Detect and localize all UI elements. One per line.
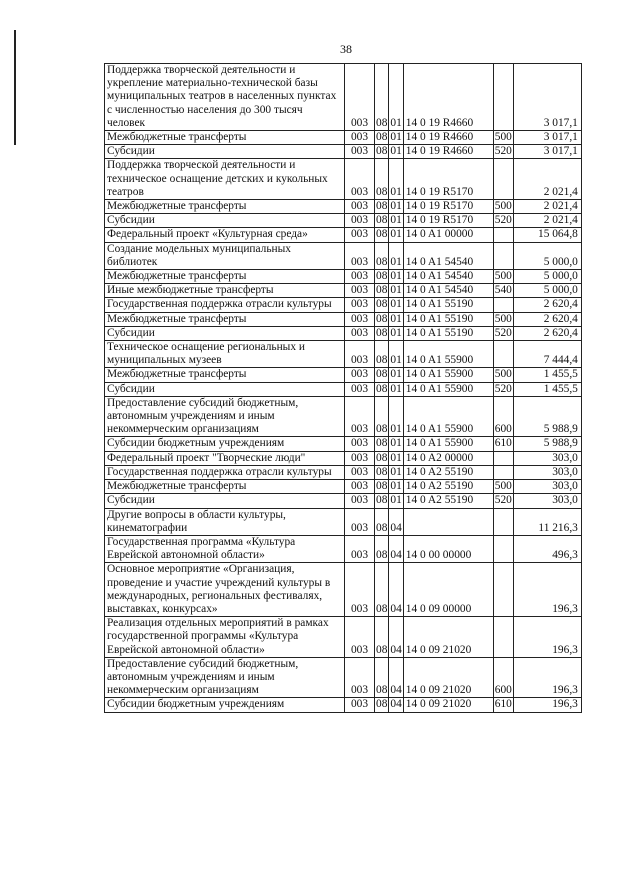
row-target-article: 14 0 19 R4660 bbox=[403, 64, 493, 131]
row-target-article: 14 0 19 R4660 bbox=[403, 145, 493, 159]
row-amount: 2 021,4 bbox=[513, 159, 581, 200]
table-row bbox=[105, 131, 582, 145]
row-subsection-code: 01 bbox=[390, 131, 402, 144]
table-row bbox=[105, 437, 582, 451]
row-section-code: 08 bbox=[376, 312, 388, 325]
row-amount: 2 620,4 bbox=[513, 326, 581, 340]
row-section-code: 08 bbox=[376, 451, 388, 464]
row-amount: 303,0 bbox=[513, 465, 581, 479]
row-ved-code: 003 bbox=[345, 382, 375, 396]
row-section-code: 08 bbox=[376, 200, 388, 213]
table-row bbox=[105, 494, 582, 508]
row-target-article: 14 0 A2 55190 bbox=[403, 465, 493, 479]
row-ved-code: 003 bbox=[345, 131, 375, 145]
row-amount: 1 455,5 bbox=[513, 368, 581, 382]
row-expense-type bbox=[493, 159, 513, 200]
row-target-article: 14 0 A1 55900 bbox=[403, 341, 493, 368]
row-name: Субсидии бюджетным учреждениям bbox=[105, 437, 345, 451]
row-section-code: 08 bbox=[376, 382, 388, 395]
row-ved-code: 003 bbox=[345, 508, 375, 535]
row-amount: 303,0 bbox=[513, 494, 581, 508]
row-target-article: 14 0 19 R5170 bbox=[403, 159, 493, 200]
row-expense-type bbox=[493, 298, 513, 312]
row-section-code: 08 bbox=[376, 494, 388, 507]
row-expense-type bbox=[493, 242, 513, 269]
row-section-code: 08 bbox=[376, 368, 388, 381]
row-target-article: 14 0 A1 55900 bbox=[403, 437, 493, 451]
row-subsection-code: 01 bbox=[389, 64, 403, 131]
row-section-code: 08 bbox=[376, 298, 388, 311]
row-ved-code: 003 bbox=[345, 145, 375, 159]
row-expense-type bbox=[493, 228, 513, 242]
row-target-article: 14 0 A1 55900 bbox=[403, 382, 493, 396]
row-target-article: 14 0 09 21020 bbox=[403, 617, 493, 658]
row-amount: 1 455,5 bbox=[513, 382, 581, 396]
row-expense-type: 500 bbox=[494, 480, 512, 493]
row-target-article: 14 0 A1 54540 bbox=[403, 270, 493, 284]
row-target-article: 14 0 A1 00000 bbox=[403, 228, 493, 242]
row-expense-type: 500 bbox=[494, 200, 512, 213]
row-target-article: 14 0 19 R4660 bbox=[403, 131, 493, 145]
row-subsection-code: 04 bbox=[389, 657, 403, 698]
table-row bbox=[105, 535, 582, 562]
row-expense-type: 500 bbox=[494, 312, 512, 325]
row-expense-type bbox=[493, 451, 513, 465]
row-section-code: 08 bbox=[375, 535, 389, 562]
row-name: Межбюджетные трансферты bbox=[105, 312, 345, 326]
row-section-code: 08 bbox=[375, 657, 389, 698]
row-ved-code: 003 bbox=[345, 64, 375, 131]
row-name: Государственная программа «Культура Еврейской автономной области» bbox=[105, 535, 345, 562]
row-amount: 196,3 bbox=[513, 617, 581, 658]
table-row bbox=[105, 617, 582, 658]
row-ved-code: 003 bbox=[345, 159, 375, 200]
row-target-article: 14 0 00 00000 bbox=[403, 535, 493, 562]
row-amount: 196,3 bbox=[513, 698, 581, 712]
row-subsection-code: 01 bbox=[390, 326, 402, 339]
row-section-code: 08 bbox=[376, 326, 388, 339]
table-body bbox=[105, 64, 582, 713]
row-section-code: 08 bbox=[376, 131, 388, 144]
row-section-code: 08 bbox=[375, 563, 389, 617]
row-section-code: 08 bbox=[376, 437, 388, 450]
row-ved-code: 003 bbox=[345, 326, 375, 340]
row-target-article: 14 0 19 R5170 bbox=[403, 200, 493, 214]
row-name: Субсидии бюджетным учреждениям bbox=[105, 698, 345, 712]
row-subsection-code: 01 bbox=[390, 382, 402, 395]
row-name: Федеральный проект "Творческие люди" bbox=[105, 451, 345, 465]
row-section-code: 08 bbox=[376, 214, 388, 227]
row-ved-code: 003 bbox=[345, 298, 375, 312]
table-row bbox=[105, 368, 582, 382]
row-ved-code: 003 bbox=[345, 270, 375, 284]
budget-table bbox=[104, 63, 582, 713]
row-subsection-code: 01 bbox=[389, 341, 403, 368]
row-expense-type: 520 bbox=[494, 145, 512, 158]
table-row bbox=[105, 298, 582, 312]
table-row bbox=[105, 214, 582, 228]
row-name: Субсидии bbox=[105, 214, 345, 228]
row-target-article: 14 0 A1 55900 bbox=[403, 396, 493, 437]
row-section-code: 08 bbox=[376, 284, 388, 297]
table-row bbox=[105, 341, 582, 368]
row-amount: 3 017,1 bbox=[513, 64, 581, 131]
table-row bbox=[105, 284, 582, 298]
row-amount: 15 064,8 bbox=[513, 228, 581, 242]
row-ved-code: 003 bbox=[345, 535, 375, 562]
row-amount: 196,3 bbox=[513, 657, 581, 698]
row-name: Межбюджетные трансферты bbox=[105, 480, 345, 494]
row-subsection-code: 04 bbox=[389, 563, 403, 617]
row-name: Федеральный проект «Культурная среда» bbox=[105, 228, 345, 242]
row-ved-code: 003 bbox=[345, 284, 375, 298]
row-ved-code: 003 bbox=[345, 396, 375, 437]
row-amount: 496,3 bbox=[513, 535, 581, 562]
table-row bbox=[105, 396, 582, 437]
table-row bbox=[105, 657, 582, 698]
row-name: Поддержка творческой деятельности и техническое оснащение детских и кукольных театров bbox=[105, 159, 345, 200]
row-target-article: 14 0 A2 55190 bbox=[403, 494, 493, 508]
table-row bbox=[105, 382, 582, 396]
row-name: Предоставление субсидий бюджетным, автономным учреждениям и иным некоммерческим организациям bbox=[105, 396, 345, 437]
row-target-article: 14 0 A2 00000 bbox=[403, 451, 493, 465]
row-subsection-code: 01 bbox=[390, 214, 402, 227]
row-expense-type: 610 bbox=[494, 698, 512, 711]
row-name: Иные межбюджетные трансферты bbox=[105, 284, 345, 298]
row-subsection-code: 01 bbox=[390, 145, 402, 158]
row-subsection-code: 01 bbox=[390, 451, 402, 464]
row-subsection-code: 01 bbox=[390, 368, 402, 381]
row-amount: 5 988,9 bbox=[513, 396, 581, 437]
row-name: Основное мероприятие «Организация, проведение и участие учреждений культуры в международных, региональных фестивалях, выставках, конкурсах» bbox=[105, 563, 345, 617]
row-ved-code: 003 bbox=[345, 200, 375, 214]
row-target-article: 14 0 A1 55190 bbox=[403, 312, 493, 326]
row-ved-code: 003 bbox=[345, 341, 375, 368]
row-section-code: 08 bbox=[375, 396, 389, 437]
row-section-code: 08 bbox=[376, 228, 388, 241]
row-subsection-code: 01 bbox=[390, 494, 402, 507]
row-name: Предоставление субсидий бюджетным, автономным учреждениям и иным некоммерческим организациям bbox=[105, 657, 345, 698]
row-expense-type: 500 bbox=[494, 270, 512, 283]
row-target-article: 14 0 09 21020 bbox=[403, 698, 493, 712]
row-section-code: 08 bbox=[375, 508, 389, 535]
row-target-article: 14 0 09 00000 bbox=[403, 563, 493, 617]
row-section-code: 08 bbox=[375, 617, 389, 658]
row-ved-code: 003 bbox=[345, 563, 375, 617]
row-subsection-code: 01 bbox=[390, 284, 402, 297]
row-expense-type: 540 bbox=[494, 284, 512, 297]
table-row bbox=[105, 228, 582, 242]
row-subsection-code: 01 bbox=[390, 298, 402, 311]
row-amount: 303,0 bbox=[513, 451, 581, 465]
row-expense-type bbox=[493, 508, 513, 535]
row-section-code: 08 bbox=[376, 465, 388, 478]
row-amount: 3 017,1 bbox=[513, 145, 581, 159]
row-ved-code: 003 bbox=[345, 657, 375, 698]
row-section-code: 08 bbox=[375, 341, 389, 368]
row-section-code: 08 bbox=[375, 159, 389, 200]
row-name: Субсидии bbox=[105, 326, 345, 340]
table-row bbox=[105, 242, 582, 269]
row-amount: 5 000,0 bbox=[513, 242, 581, 269]
table-row bbox=[105, 698, 582, 712]
row-name: Реализация отдельных мероприятий в рамках государственной программы «Культура Еврейской автономной области» bbox=[105, 617, 345, 658]
row-subsection-code: 01 bbox=[390, 200, 402, 213]
table-row bbox=[105, 480, 582, 494]
row-name: Межбюджетные трансферты bbox=[105, 270, 345, 284]
row-section-code: 08 bbox=[375, 242, 389, 269]
row-ved-code: 003 bbox=[345, 465, 375, 479]
row-target-article: 14 0 19 R5170 bbox=[403, 214, 493, 228]
row-section-code: 08 bbox=[376, 698, 388, 711]
table-row bbox=[105, 508, 582, 535]
row-amount: 303,0 bbox=[513, 480, 581, 494]
row-target-article: 14 0 A1 55900 bbox=[403, 368, 493, 382]
row-expense-type bbox=[493, 64, 513, 131]
row-section-code: 08 bbox=[375, 64, 389, 131]
row-subsection-code: 01 bbox=[390, 312, 402, 325]
table-row bbox=[105, 200, 582, 214]
row-name: Другие вопросы в области культуры, кинематографии bbox=[105, 508, 345, 535]
row-subsection-code: 01 bbox=[390, 480, 402, 493]
margin-line bbox=[14, 30, 16, 145]
row-ved-code: 003 bbox=[345, 617, 375, 658]
row-name: Государственная поддержка отрасли культуры bbox=[105, 465, 345, 479]
row-name: Межбюджетные трансферты bbox=[105, 131, 345, 145]
row-name: Субсидии bbox=[105, 494, 345, 508]
row-name: Создание модельных муниципальных библиотек bbox=[105, 242, 345, 269]
row-subsection-code: 01 bbox=[390, 270, 402, 283]
row-expense-type bbox=[493, 617, 513, 658]
row-ved-code: 003 bbox=[345, 368, 375, 382]
row-amount: 2 620,4 bbox=[513, 298, 581, 312]
row-target-article: 14 0 A1 55190 bbox=[403, 298, 493, 312]
row-subsection-code: 01 bbox=[390, 437, 402, 450]
row-amount: 2 021,4 bbox=[513, 214, 581, 228]
row-section-code: 08 bbox=[376, 480, 388, 493]
row-ved-code: 003 bbox=[345, 228, 375, 242]
row-amount: 2 021,4 bbox=[513, 200, 581, 214]
row-name: Государственная поддержка отрасли культуры bbox=[105, 298, 345, 312]
row-target-article bbox=[403, 508, 493, 535]
row-ved-code: 003 bbox=[345, 480, 375, 494]
row-subsection-code: 01 bbox=[389, 159, 403, 200]
row-section-code: 08 bbox=[376, 270, 388, 283]
row-amount: 5 000,0 bbox=[513, 270, 581, 284]
row-subsection-code: 01 bbox=[390, 228, 402, 241]
row-amount: 196,3 bbox=[513, 563, 581, 617]
row-expense-type bbox=[493, 465, 513, 479]
row-amount: 11 216,3 bbox=[513, 508, 581, 535]
row-name: Субсидии bbox=[105, 382, 345, 396]
row-expense-type: 500 bbox=[494, 368, 512, 381]
row-expense-type: 520 bbox=[494, 494, 512, 507]
row-name: Техническое оснащение региональных и муниципальных музеев bbox=[105, 341, 345, 368]
row-expense-type bbox=[493, 535, 513, 562]
row-expense-type bbox=[493, 563, 513, 617]
row-ved-code: 003 bbox=[345, 242, 375, 269]
row-name: Поддержка творческой деятельности и укрепление материально-технической базы муниципальных театров в населенных пунктах с численностью населения до 300 тысяч человек bbox=[105, 64, 345, 131]
row-expense-type: 610 bbox=[494, 437, 512, 450]
table-row bbox=[105, 312, 582, 326]
row-amount: 5 988,9 bbox=[513, 437, 581, 451]
row-ved-code: 003 bbox=[345, 437, 375, 451]
table-row bbox=[105, 64, 582, 131]
page-number: 38 bbox=[340, 42, 352, 56]
table-row bbox=[105, 270, 582, 284]
row-expense-type: 500 bbox=[494, 131, 512, 144]
row-amount: 7 444,4 bbox=[513, 341, 581, 368]
row-target-article: 14 0 A1 54540 bbox=[403, 242, 493, 269]
table-row bbox=[105, 159, 582, 200]
row-expense-type bbox=[493, 341, 513, 368]
row-subsection-code: 01 bbox=[390, 465, 402, 478]
row-name: Межбюджетные трансферты bbox=[105, 368, 345, 382]
table-row bbox=[105, 145, 582, 159]
row-expense-type: 520 bbox=[494, 382, 512, 395]
row-subsection-code: 04 bbox=[390, 698, 402, 711]
row-ved-code: 003 bbox=[345, 451, 375, 465]
row-ved-code: 003 bbox=[345, 214, 375, 228]
row-subsection-code: 01 bbox=[389, 396, 403, 437]
row-subsection-code: 01 bbox=[389, 242, 403, 269]
row-expense-type: 600 bbox=[493, 396, 513, 437]
row-expense-type: 520 bbox=[494, 326, 512, 339]
row-subsection-code: 04 bbox=[389, 535, 403, 562]
row-amount: 2 620,4 bbox=[513, 312, 581, 326]
row-expense-type: 520 bbox=[494, 214, 512, 227]
table-row bbox=[105, 326, 582, 340]
row-section-code: 08 bbox=[376, 145, 388, 158]
row-amount: 3 017,1 bbox=[513, 131, 581, 145]
row-subsection-code: 04 bbox=[389, 508, 403, 535]
row-ved-code: 003 bbox=[345, 312, 375, 326]
row-subsection-code: 04 bbox=[389, 617, 403, 658]
row-name: Субсидии bbox=[105, 145, 345, 159]
row-expense-type: 600 bbox=[493, 657, 513, 698]
row-amount: 5 000,0 bbox=[513, 284, 581, 298]
row-target-article: 14 0 A1 55190 bbox=[403, 326, 493, 340]
table-row bbox=[105, 451, 582, 465]
table-row bbox=[105, 465, 582, 479]
row-target-article: 14 0 A2 55190 bbox=[403, 480, 493, 494]
row-target-article: 14 0 09 21020 bbox=[403, 657, 493, 698]
row-target-article: 14 0 A1 54540 bbox=[403, 284, 493, 298]
row-name: Межбюджетные трансферты bbox=[105, 200, 345, 214]
row-ved-code: 003 bbox=[345, 698, 375, 712]
row-ved-code: 003 bbox=[345, 494, 375, 508]
table-row bbox=[105, 563, 582, 617]
